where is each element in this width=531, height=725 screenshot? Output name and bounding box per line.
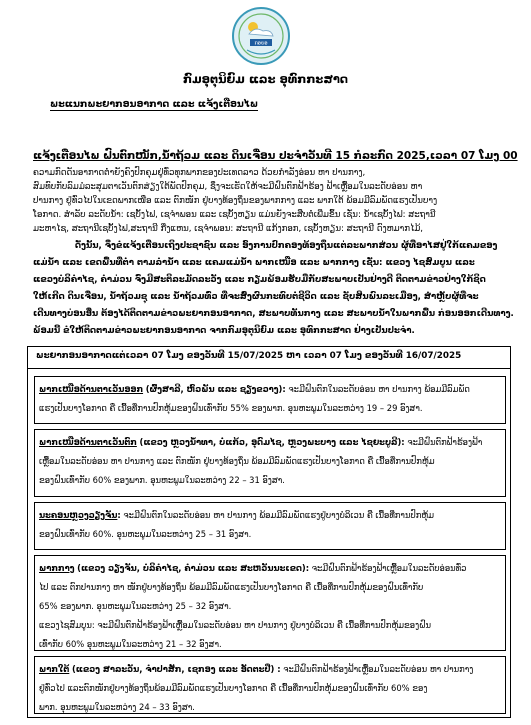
intro-line: ເດີນທາງບ່ອນອື່ນ ຕ້ອງໄດ້ຕິດຕາມຂ່າວພະຍາກອນອາກາດ, ສະພາບທັນກາງ ແລະ ສະພາບນ້ຳໃນພາກພື້ນ ກ່ອນອອກເດີນທາງ. <box>33 309 514 319</box>
intro-line: ປານກາງ ຢູ່ທົ່ວໄປໃນເຂດພາກເໜືອ ແລະ ຕົກໜັກ ຢູ່ບາງທ້ອງຖິ່ນຂອງພາກກາງ ແລະ ພາກໃຕ້ ພ້ອມມີລົມພັດແຮງເປັນບາງ <box>33 196 438 206</box>
region-title: ພາກເໜືອດ້ານຕາເວັນອອກ <box>39 384 144 394</box>
region-text: ເຫຼື້ອມໃນລະດັບອ່ອນ ຫາ ປານກາງ ແລະ ຕົກໜັກ ຢູ່ບາງທ້ອງຖິ່ນ ພ້ອມມີລົມພັດແຮງເປັນບາງໂອກາດ ຄື ເນື້ອທີ່ການປົກຫຸ້ມ <box>39 456 435 466</box>
region-text: ຈະມີຝົນຕົກຟ້າຮ້ອງຟ້າເຫຼື້ອມໃນລະດັບອ່ອນທົ່ວ <box>311 563 467 573</box>
region-text: ໄປ ແລະ ຕົກປານກາງ ຫາ ໜັກຢູ່ບາງທ້ອງຖິ່ນ ພ້ອມມີລົມພັດແຮງເປັນບາງໂອກາດ ຄື ເນື້ອທີ່ການປົກຫຸ້ມຂອງຝົນເທົ່າກັບ <box>39 582 424 592</box>
bulletin-headline: ແຈ້ງເຕືອນໄພ ຝົນຕົກໜັກ,ນ້ຳຖ້ວມ ແລະ ດິນເຈື່ອນ ປະຈຳວັນທີ 15 ກໍລະກົດ 2025,ເວລາ 07 ໂມງ 00 <box>33 150 518 162</box>
region-title: ພາກເໜືອດ້ານຕາເວັນຕົກ <box>39 437 137 447</box>
department-logo-icon <box>231 6 291 66</box>
forecast-period-header: ພະຍາກອນອາກາດແຕ່ເວລາ 07 ໂມງ ຂອງວັນທີ 15/07/2025 ຫາ ເວລາ 07 ໂມງ ຂອງວັນທີ 16/07/2025 <box>28 347 510 369</box>
intro-line: ແມ່ນ້ຳ ແລະ ເຂດພື້ນທີ່ຕ່ຳ ຕາມລຳນ້ຳ ແລະ ແຄມແມ່ນ້ຳ ພາກເໜືອ ແລະ ພາກກາງ ເຊັ່ນ: ແຂວງ ໄຊສົມບູນ ແລະ <box>33 258 475 268</box>
region-text: ພາກ. ອຸນຫະພູມໃນລະຫວ່າງ 24 – 33 ອົງສາ. <box>39 702 195 712</box>
region-text: ເທົ່າກັບ 60% ອຸນຫະພູມໃນລະຫວ່າງ 21 – 32 ອົງສາ. <box>39 639 222 649</box>
region-provinces: (ແຂວງ ວຽງຈັນ, ບໍລິຄຳໄຊ, ຄຳມ່ວນ ແລະ ສະຫວັນນະເຂດ): <box>77 563 310 573</box>
intro-line: ໂອກາດ. ສຳລັບ ລະດັບນ້ຳ: ເຊບັ້ງໄຟ, ເຊຈຳພອນ ແລະ ເຊບັ້ງຫຽນ ແມ່ນຍັງຈະສືບຕໍ່ເພີ່ມຂຶ້ນ ເຊັ່ນ: ນ້ຳເຊບັ້ງໄຟ: ສະຖານີ <box>33 210 436 220</box>
region-central <box>34 555 506 651</box>
region-south <box>34 656 506 714</box>
region-title: ນະຄອນຫຼວງວຽງຈັນ <box>39 510 118 520</box>
region-vientiane-capital <box>34 502 506 550</box>
region-text: ຂອງຝົນເທົ່າກັບ 60%. ອຸນຫະພູມໃນລະຫວ່າງ 25 – 31 ອົງສາ. <box>39 529 252 539</box>
forecast-box <box>27 346 511 718</box>
region-text: ຂອງຝົນເທົ່າກັບ 60% ຂອງພາກ. ອຸນຫະພູມໃນລະຫວ່າງ 22 – 31 ອົງສາ. <box>39 475 285 485</box>
region-text: ແຂວງໄຊສົມບູນ: ຈະມີຝົນຕົກຟ້າຮ້ອງຟ້າເຫຼື້ອມໃນລະດັບອ່ອນ ຫາ ປານກາງ ຢູ່ບາງບໍລິເວນ ຄື ເນື້ອທີ່ການປົກຫຸ້ມຂອງຝົນ <box>39 620 432 630</box>
intro-line: ຄວາມກົດດັນອາກາດຕ່ຳຍັງຄົງປົກຄຸມຢູ່ທົ່ວທຸກພາກຂອງປະເທດລາວ ດ້ວຍກຳລັງອ່ອນ ຫາ ປານກາງ, <box>33 168 366 178</box>
region-northeast <box>34 376 506 424</box>
region-provinces: (ແຂວງ ສາລະວັນ, ຈຳປາສັກ, ເຊກອງ ແລະ ອັດຕະປື) : <box>71 664 281 674</box>
department-name: ພະແນກພະຍາກອນອາກາດ ແລະ ແຈ້ງເຕືອນໄພ <box>50 99 259 110</box>
region-text: ຈະມີຝົນຕົກໃນລະດັບອ່ອນ ຫາ ປານກາງ ພ້ອມມີລົມພັດ <box>288 384 470 394</box>
intro-line: ມະຫາໄຊ, ສະຖານີເຊບັ້ງໄຟ,ສະຖານີ ກີ່ງແຫນ, ເຊຈຳພອນ: ສະຖານີ ແກ້ງກອກ, ເຊບັ້ງຫຽນ: ສະຖານີ ດົງຫມາກໄມ້, <box>33 224 424 234</box>
intro-line: ໃຫ້ເກີດ ດິນເຈື່ອນ, ນ້ຳຖ້ວມຊຸ ແລະ ນ້ຳຖ້ວມທົ່ວ ທີ່ຈະສົ່ງຜົນກະທົບຕໍ່ຊີວິດ ແລະ ຊັບສິນພົນລະເມືອງ, ສຳຫຼັບຜູ້ທີ່ຈະ <box>33 292 479 302</box>
intro-line: ສົມທົບກັບລົມມໍລະສຸມຕາເວັນຕົກສ່ຽງໃຕ້ພັດປົກຄຸມ, ຊຶ່ງຈະເຮັດໃຫ້ຈະມີຝົນຕົກຟ້າຮ້ອງ ຟ້າເຫຼື້ອມໃນລະດັບອ່ອນ ຫາ <box>33 182 423 192</box>
region-text: 65% ຂອງພາກ. ອຸນຫະພູມໃນລະຫວ່າງ 25 – 32 ອົງສາ. <box>39 601 232 611</box>
region-provinces: (ແຂວງ ຫຼວງນ້ຳທາ, ບໍ່ແກ້ວ, ອຸດົມໄຊ, ຫຼວງພະບາງ ແລະ ໄຊຍະບູລີ): <box>139 437 405 447</box>
region-text: ຈະມີຝົນຕົກຟ້າຮ້ອງຟ້າເຫຼື້ອມໃນລະດັບອ່ອນ ຫາ ປານກາງ <box>283 664 474 674</box>
region-provinces: (ຜົ້ງສາລີ, ຫົວພັນ ແລະ ຊຽງຂວາງ): <box>145 384 286 394</box>
region-northwest <box>34 429 506 497</box>
region-text: ຢູ່ທົ່ວໄປ ແລະຕົກໜັກຢູ່ບາງທ້ອງຖິ່ນພ້ອມມີລົມພັດແຮງເປັນບາງໂອກາດ ຄື ເນື້ອທີ່ການປົກຫຸ້ມຂອງຝົນເທົ່າກັບ 60% ຂອງ <box>39 683 428 693</box>
region-title: ພາກໃຕ້ <box>39 664 70 674</box>
intro-line: ແຂວງບໍລິຄຳໄຊ, ຄຳມ່ວນ ຈົ່ງມີສະຕິລະມັດລະວັງ ແລະ ກຽມພ້ອມຮັບມືກັບສະພາບເປັນຢ່າງດີ ຕິດຕາມຂ່າວຢ່າງໃກ້ຊິດ <box>33 275 486 285</box>
intro-line: ດັ່ງນັ້ນ, ຈຶ່ງຂໍແຈ້ງເຕືອນເຖິງປະຊາຊົນ ແລະ ອົງການປົກຄອງທ້ອງຖິ່ນແຕ່ລະພາກສ່ວນ ຜູ້ທີ່ອາໄສຢູ່ໃກ້ແຄມຂອງ <box>75 241 498 251</box>
intro-line: ພ້ອມນີ້ ຂໍໃຫ້ຕິດຕາມຂ່າວພະຍາກອນອາກາດ ຈາກກົມອຸຕຸນິຍົມ ແລະ ອຸທົກກະສາດ ຢ່າງເປັນປະຈຳ. <box>33 326 415 336</box>
ministry-title: ກົມອຸຕຸນິຍົມ ແລະ ອຸທົກກະສາດ <box>182 72 348 86</box>
region-text: ຈະມີຝົນຕົກໃນລະດັບອ່ອນ ຫາ ປານກາງ ພ້ອມມີລົມພັດແຮງຢູ່ບາງບໍລິເວນ ຄື ເນື້ອທີ່ການປົກຫຸ້ມ <box>123 510 435 520</box>
region-title: ພາກກາງ <box>39 563 75 573</box>
logo-caption: ກອຍອ <box>254 40 268 47</box>
region-provinces: : <box>117 510 121 520</box>
region-text: ແຮງເປັນບາງໂອກາດ ຄື ເນື້ອທີ່ການປົກຫຸ້ມຂອງຝົນເທົ່າກັບ 55% ຂອງພາກ. ອຸນຫະພູມໃນລະຫວ່າງ 19 – 29 ອົງສາ. <box>39 403 423 413</box>
region-text: ຈະມີຝົນຕົກຟ້າຮ້ອງຟ້າ <box>407 437 483 447</box>
